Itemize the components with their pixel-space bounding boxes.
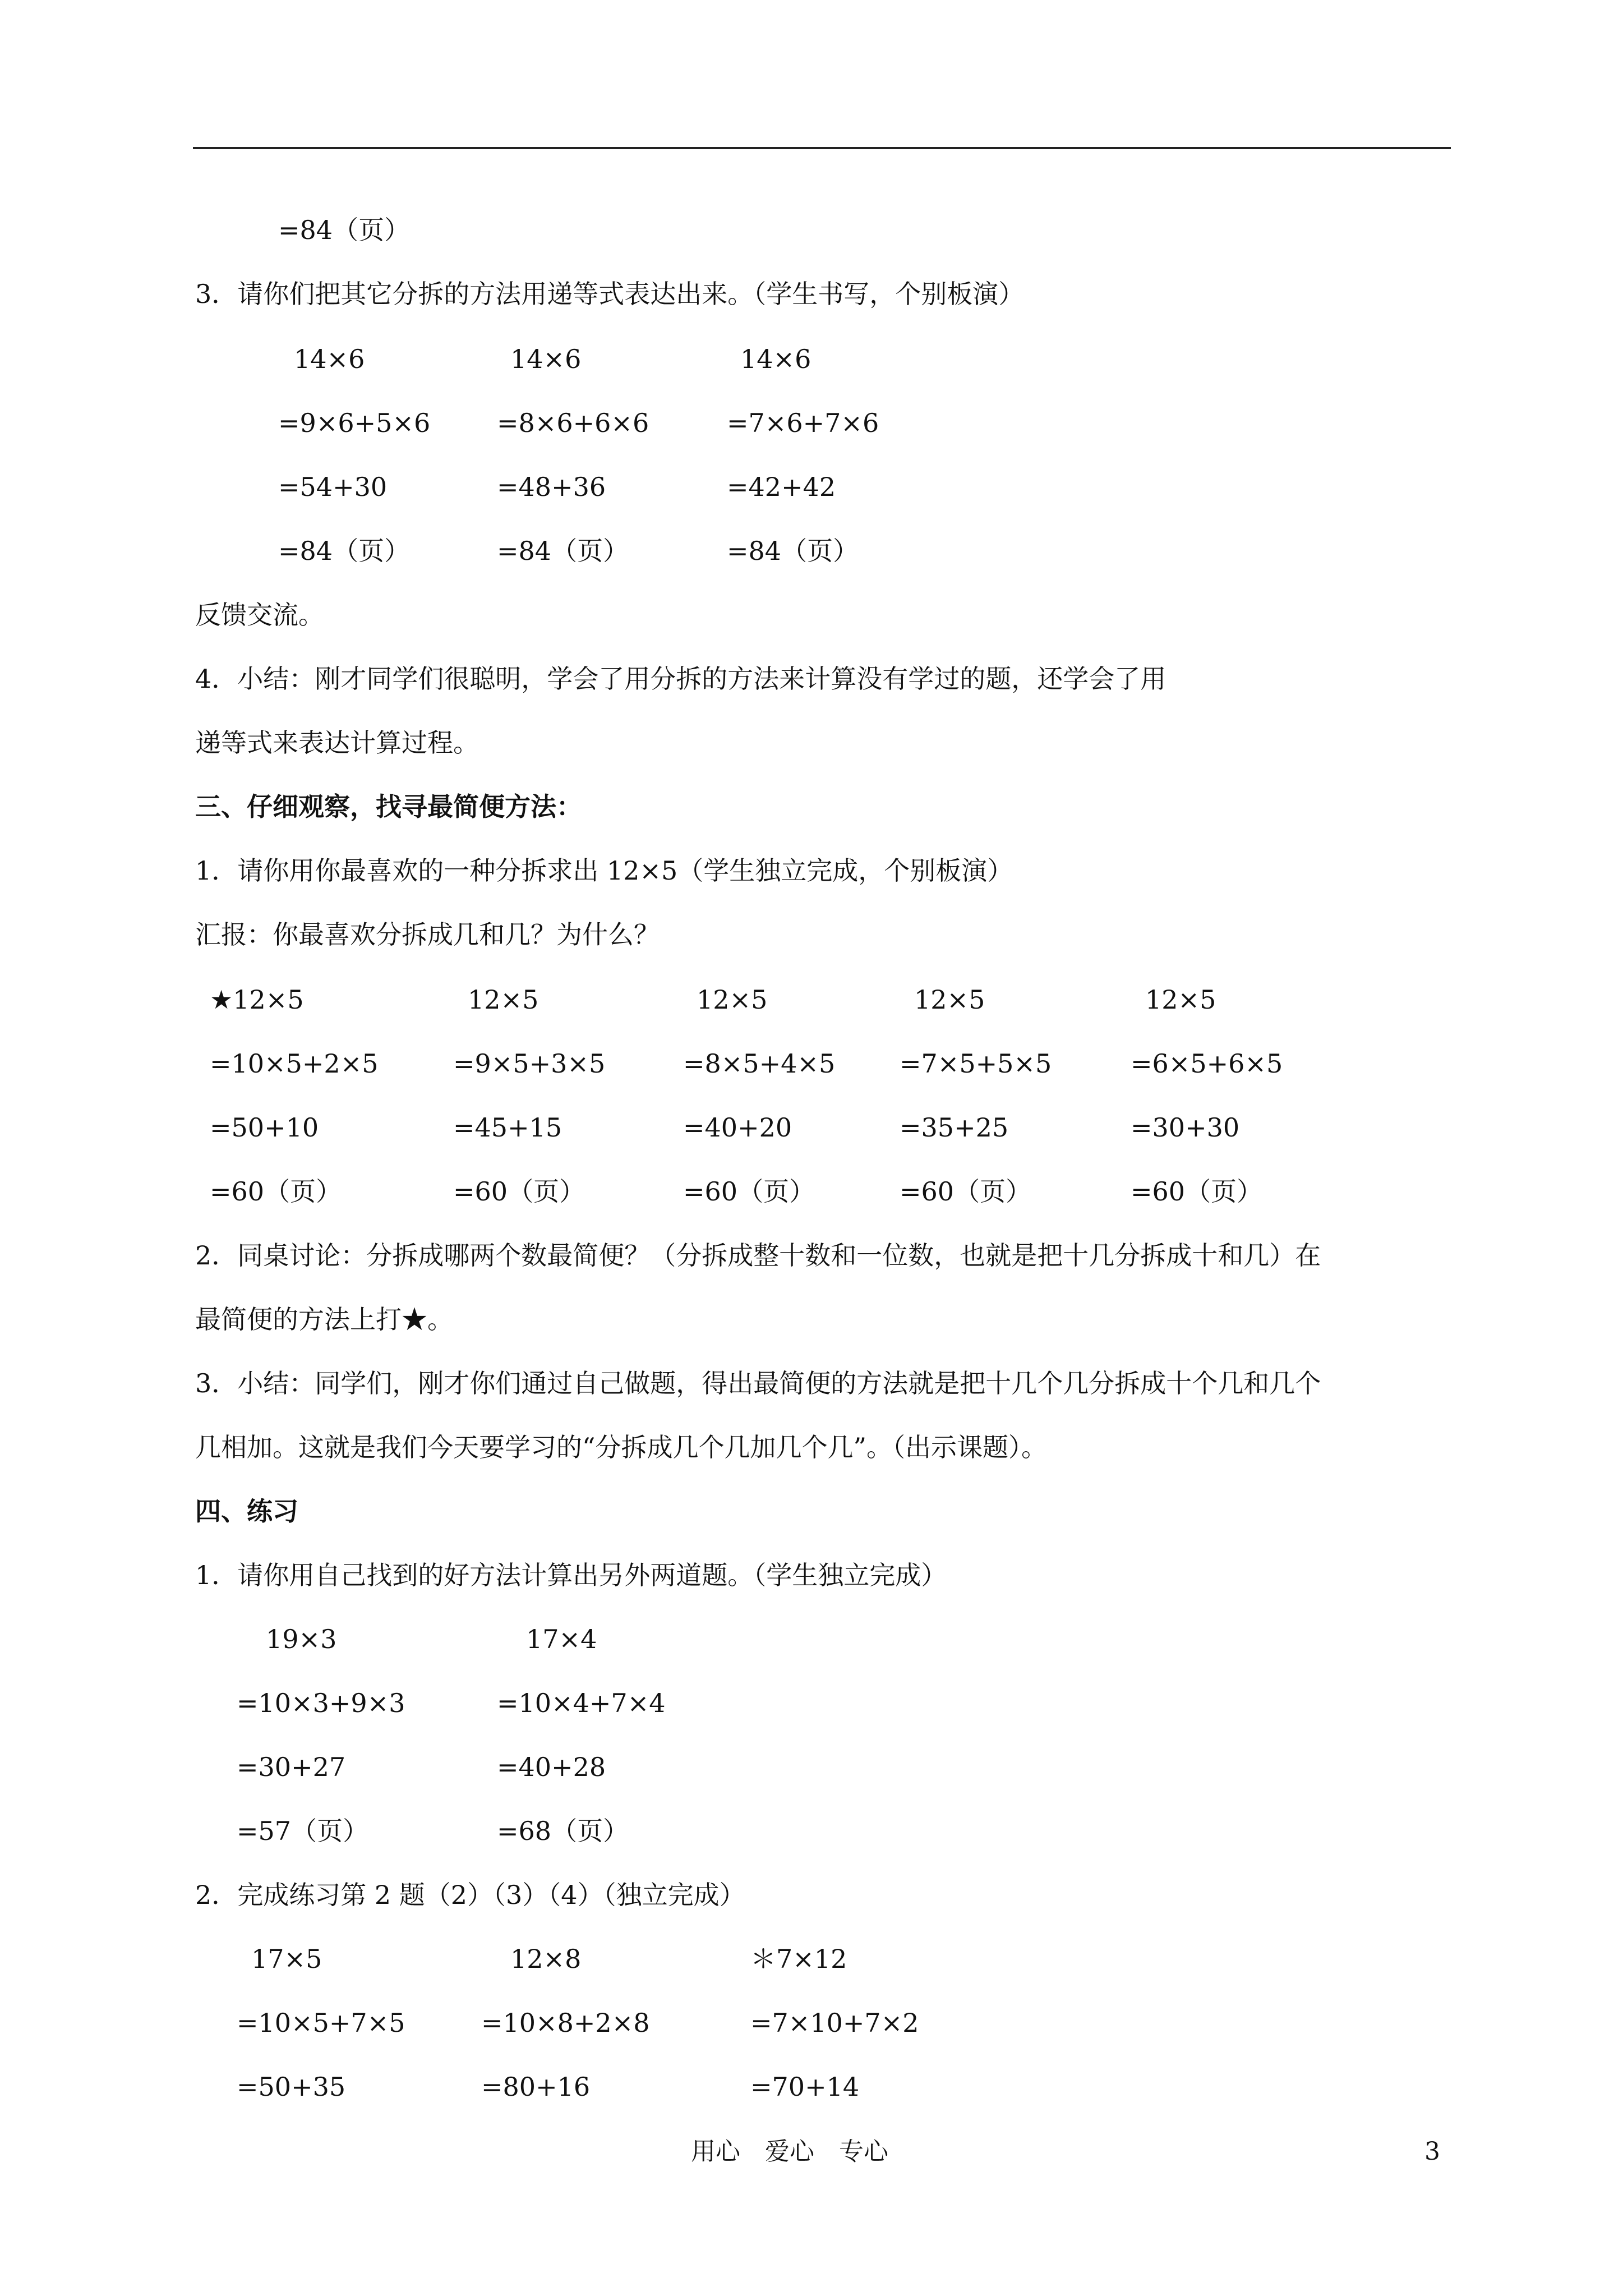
calc-cell: 17×4 (526, 1624, 597, 1654)
calc-cell: =9×5+3×5 (453, 1048, 606, 1079)
calc-cell: =54+30 (278, 472, 388, 502)
calc-cell: 12×5 (468, 984, 539, 1015)
header-rule (193, 147, 1451, 149)
page-number: 3 (1424, 2137, 1440, 2166)
calc-cell: =40+20 (683, 1112, 792, 1143)
calc-cell: ★12×5 (210, 984, 304, 1015)
question-2-line-1: 2．同桌讨论：分拆成哪两个数最简便？（分拆成整十数和一位数，也就是把十几分拆成十和几）在 (195, 1240, 1321, 1271)
calc-cell: 17×5 (251, 1944, 322, 1974)
result-line: =84（页） (278, 215, 411, 245)
calc-cell: 12×5 (697, 984, 768, 1015)
calc-cell: =84（页） (727, 536, 859, 566)
exercise-2-text: 2．完成练习第 2 题（2）（3）（4）（独立完成） (195, 1880, 745, 1910)
calc-cell: =10×8+2×8 (481, 2008, 650, 2038)
section-heading-4: 四、练习 (195, 1496, 298, 1526)
calc-cell: =10×3+9×3 (237, 1688, 405, 1718)
calc-cell: =10×4+7×4 (497, 1688, 666, 1718)
calc-cell: 14×6 (740, 344, 811, 374)
calc-cell: 12×5 (1145, 984, 1216, 1015)
footer-motto: 用心 爱心 专心 (691, 2137, 888, 2166)
calc-cell: 19×3 (266, 1624, 337, 1654)
calc-cell: =8×6+6×6 (497, 408, 649, 438)
feedback-text: 反馈交流。 (195, 600, 324, 630)
question-3-line-2: 几相加。这就是我们今天要学习的“分拆成几个几加几个几”。（出示课题）。 (195, 1432, 1048, 1462)
calc-cell: =7×5+5×5 (900, 1048, 1052, 1079)
calc-cell: =42+42 (727, 472, 836, 502)
calc-cell: =84（页） (278, 536, 411, 566)
exercise-1-text: 1．请你用自己找到的好方法计算出另外两道题。（学生独立完成） (195, 1560, 947, 1590)
summary-4-line-2: 递等式来表达计算过程。 (195, 728, 479, 758)
calc-cell: =57（页） (237, 1816, 369, 1846)
calc-cell: =10×5+7×5 (237, 2008, 405, 2038)
calc-cell: =7×10+7×2 (750, 2008, 919, 2038)
calc-cell: =60（页） (683, 1176, 815, 1207)
calc-cell: =45+15 (453, 1112, 562, 1143)
calc-cell: =80+16 (481, 2072, 591, 2102)
calc-cell: =40+28 (497, 1752, 606, 1782)
calc-cell: =10×5+2×5 (210, 1048, 379, 1079)
calc-cell: =9×6+5×6 (278, 408, 431, 438)
calc-cell: =60（页） (1131, 1176, 1263, 1207)
calc-cell: =50+35 (237, 2072, 346, 2102)
question-2-line-2: 最简便的方法上打★。 (195, 1304, 453, 1335)
calc-cell: =30+30 (1131, 1112, 1240, 1143)
calc-cell: =8×5+4×5 (683, 1048, 836, 1079)
report-text: 汇报：你最喜欢分拆成几和几？为什么？ (195, 919, 660, 950)
calc-cell: =60（页） (210, 1176, 342, 1207)
calc-cell: =60（页） (453, 1176, 585, 1207)
section-heading-3: 三、仔细观察，找寻最简便方法： (195, 792, 582, 822)
calc-cell: =84（页） (497, 536, 629, 566)
question-3-line-1: 3．小结：同学们，刚才你们通过自己做题，得出最简便的方法就是把十几个几分拆成十个几和几个 (195, 1368, 1321, 1398)
step-3-text: 3．请你们把其它分拆的方法用递等式表达出来。（学生书写，个别板演） (195, 279, 1025, 309)
calc-cell: =50+10 (210, 1112, 319, 1143)
calc-cell: =7×6+7×6 (727, 408, 879, 438)
calc-cell: ＊7×12 (750, 1944, 847, 1974)
calc-cell: =6×5+6×5 (1131, 1048, 1283, 1079)
calc-cell: =30+27 (237, 1752, 346, 1782)
summary-4-line-1: 4．小结：刚才同学们很聪明，学会了用分拆的方法来计算没有学过的题，还学会了用 (195, 664, 1166, 694)
question-1-text: 1．请你用你最喜欢的一种分拆求出 12×5（学生独立完成，个别板演） (195, 855, 1013, 886)
calc-cell: =35+25 (900, 1112, 1009, 1143)
calc-cell: =70+14 (750, 2072, 860, 2102)
calc-cell: 12×8 (510, 1944, 582, 1974)
calc-cell: =68（页） (497, 1816, 629, 1846)
calc-cell: 12×5 (914, 984, 985, 1015)
calc-cell: 14×6 (510, 344, 582, 374)
calc-cell: =60（页） (900, 1176, 1032, 1207)
calc-cell: 14×6 (294, 344, 365, 374)
calc-cell: =48+36 (497, 472, 606, 502)
